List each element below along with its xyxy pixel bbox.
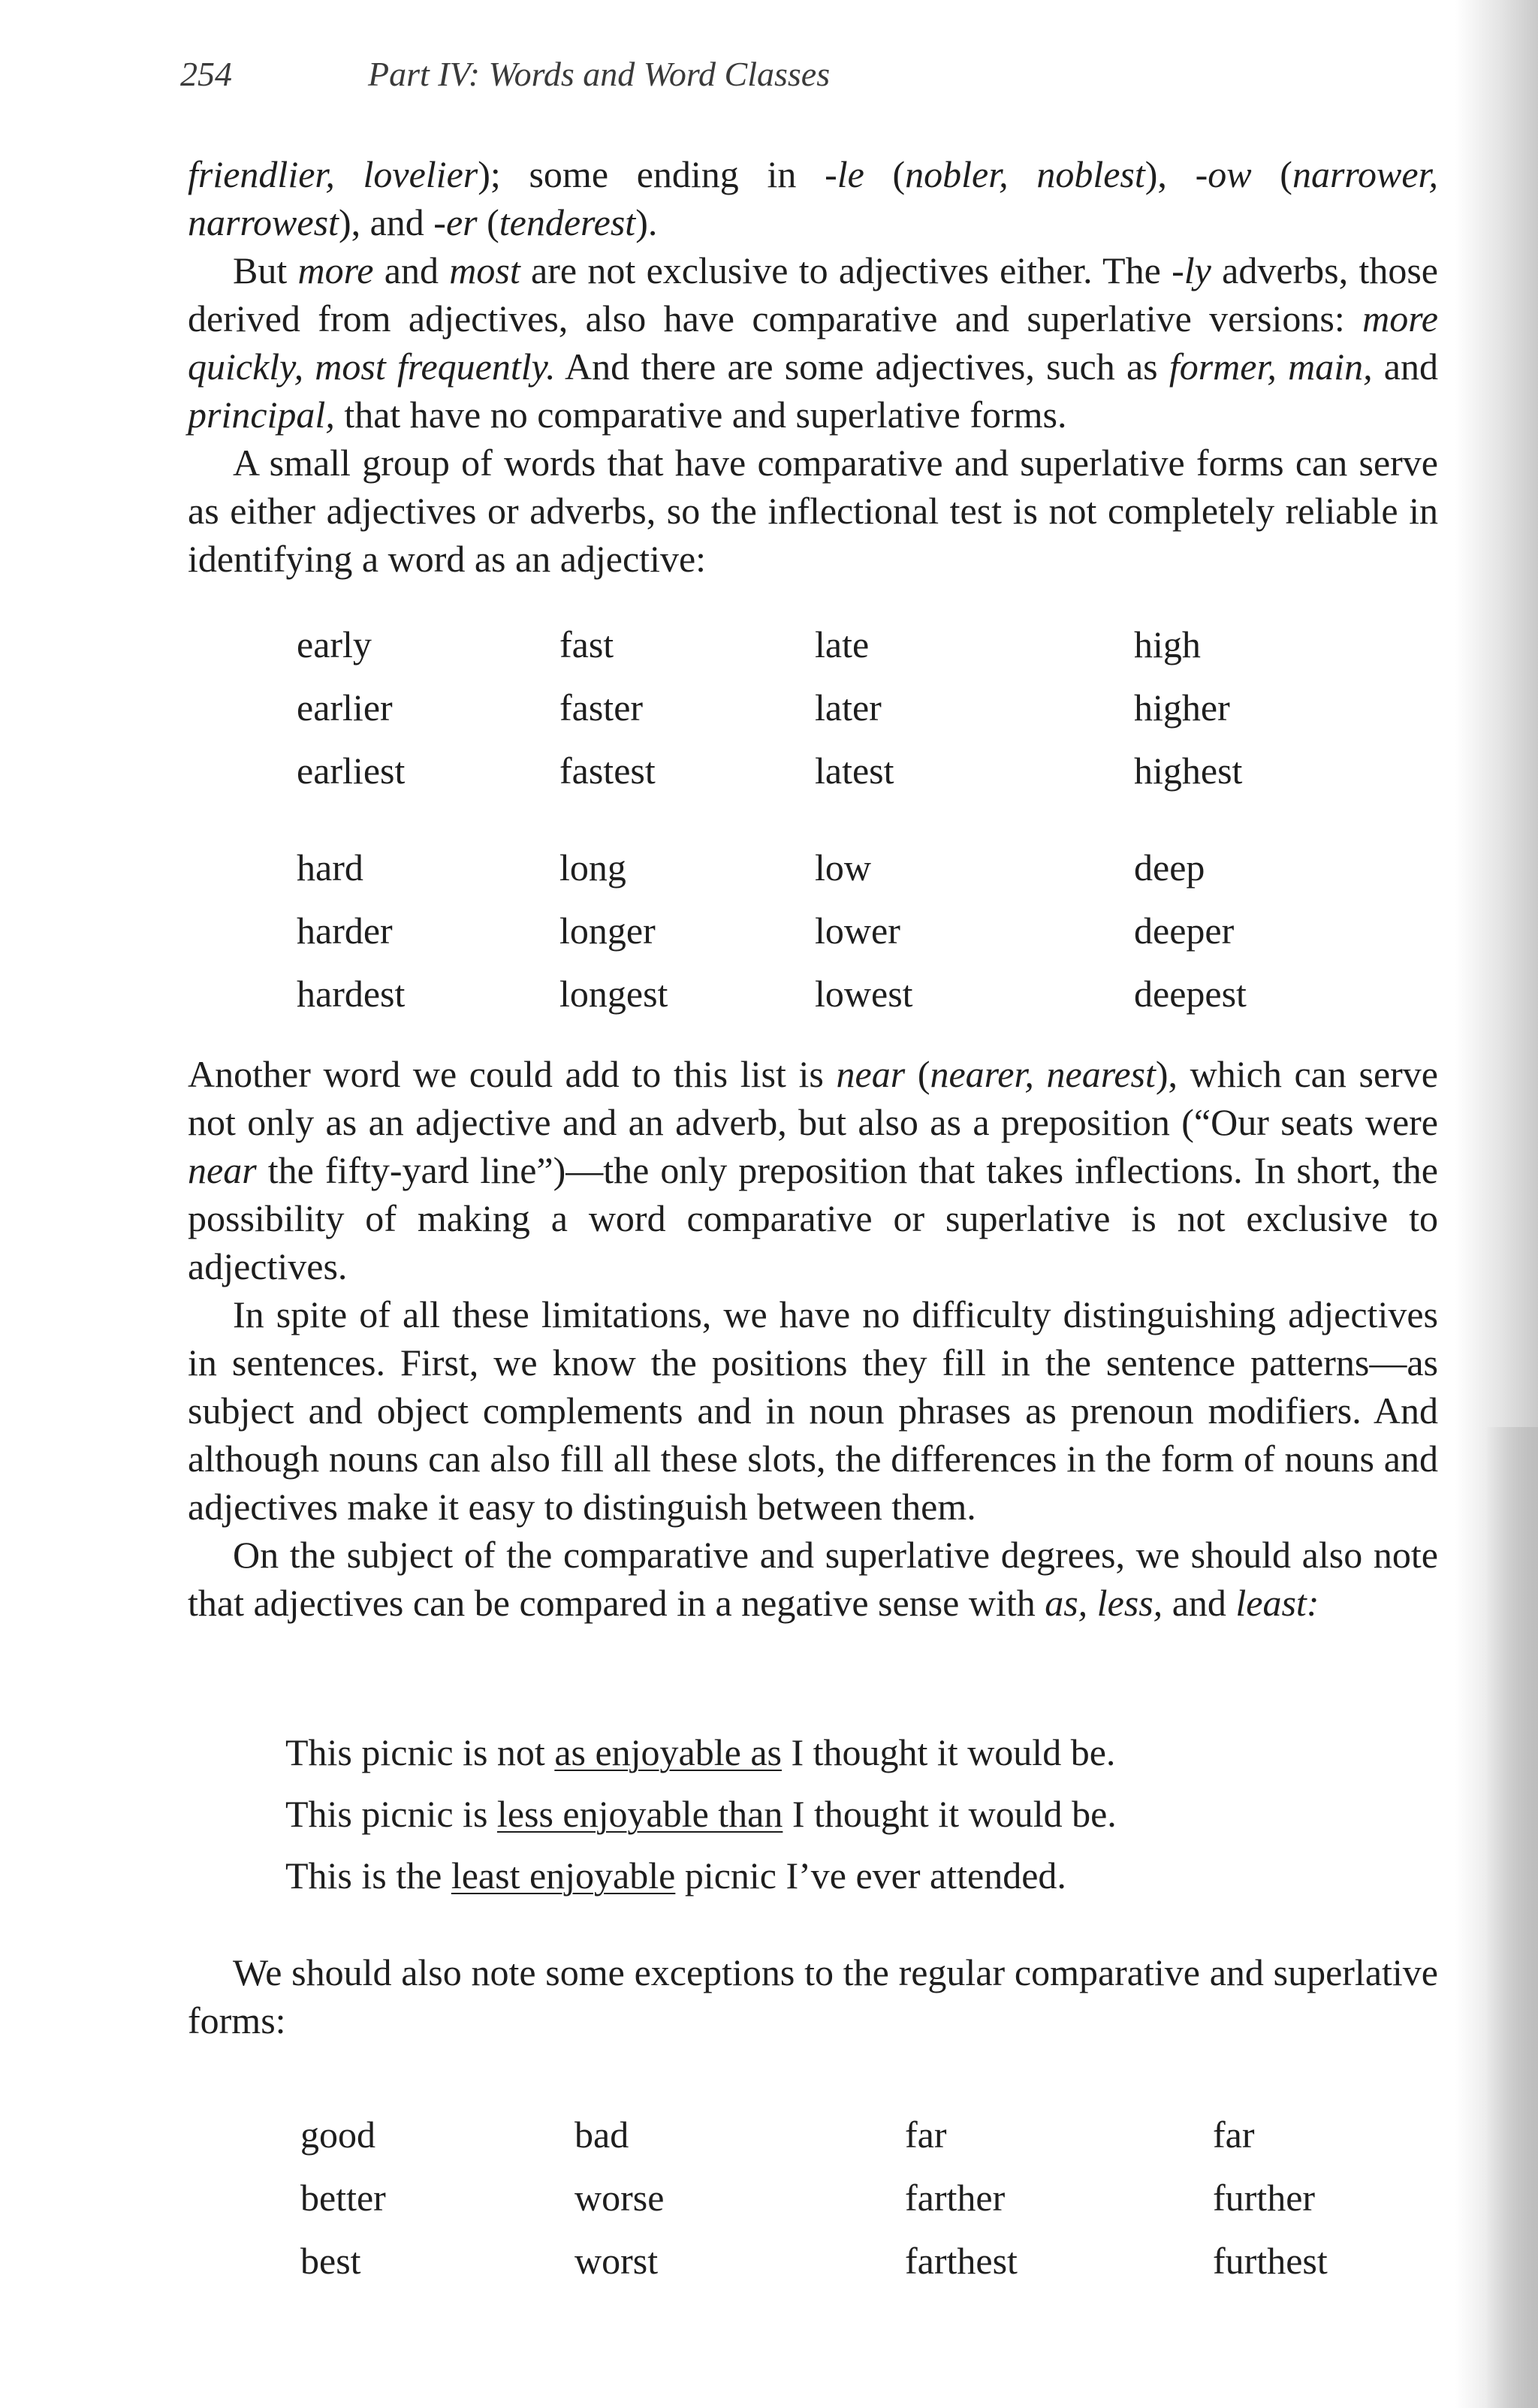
grid1-col-2: fast faster fastest [559,623,656,792]
grid2-col-1: hard harder hardest [297,846,406,1015]
paragraph-3: A small group of words that have comparative and superlative forms can serve as either adjectives or adverbs, so the inflectional test is not completely reliable in identifying a word as an adjective: [188,442,1438,580]
running-header [180,54,830,94]
page-edge-shadow-lower [1485,1427,1538,2408]
example-sentence: This picnic is less enjoyable than I thought it would be. [285,1793,1117,1835]
paragraph-4: Another word we could add to this list is near (nearer, nearest), which can serve not only as an adjective and an adverb, but also as a preposition (“Our seats were near the fifty-yard line”)—the only preposition that takes inflections. In short, the possibility of making a word comparative or superlative is not exclusive to adjectives. [188,1053,1439,1287]
grid3-col-1: good better best [300,2114,386,2282]
grid1-col-4: high higher highest [1134,623,1243,792]
paragraph-5: In spite of all these limitations, we have no difficulty distinguishing adjectives in sentences. First, we know the positions they fill in the sentence patterns—as subject and object complements and in noun phrases as prenoun modifiers. And although nouns can also fill all these slots, the differences in the form of nouns and adjectives make it easy to distinguish between them. [188,1293,1438,1528]
paragraph-2: But more and most are not exclusive to adjectives either. The -ly adverbs, those derived from adjectives, also have comparative and superlative versions: more quickly, most frequently. And there are some adjectives, such as former, main, and principal, that have no comparative and superlative forms. [188,249,1438,436]
grid3-col-3: far farther farthest [905,2114,1018,2282]
grid3-col-4: far further furthest [1213,2114,1328,2282]
grid3-col-2: bad worse worst [574,2114,665,2282]
running-title: Part IV: Words and Word Classes [368,55,831,93]
grid2-col-3: low lower lowest [815,846,913,1015]
grid2-col-2: long longer longest [559,846,668,1015]
example-sentences [285,1722,1117,1906]
text-block-lower [188,1948,1438,2044]
paragraph-1: friendlier, lovelier); some ending in -le (nobler, noblest), -ow (narrower, narrowest), and -er (tenderest). [188,153,1438,243]
paragraph-6: On the subject of the comparative and superlative degrees, we should also note that adjectives can be compared in a negative sense with as, less, and least: [188,1534,1438,1624]
text-block-middle [188,1050,1438,1627]
grid1-col-3: late later latest [815,623,894,792]
grid2-col-4: deep deeper deepest [1134,846,1247,1015]
example-sentence: This picnic is not as enjoyable as I thought it would be. [285,1731,1116,1773]
grid1-col-1: early earlier earliest [297,623,406,792]
text-block-top [188,150,1438,583]
page-number: 254 [180,55,232,93]
example-sentence: This is the least enjoyable picnic I’ve ever attended. [285,1854,1066,1897]
paragraph-7: We should also note some exceptions to the regular comparative and superlative forms: [188,1951,1438,2041]
